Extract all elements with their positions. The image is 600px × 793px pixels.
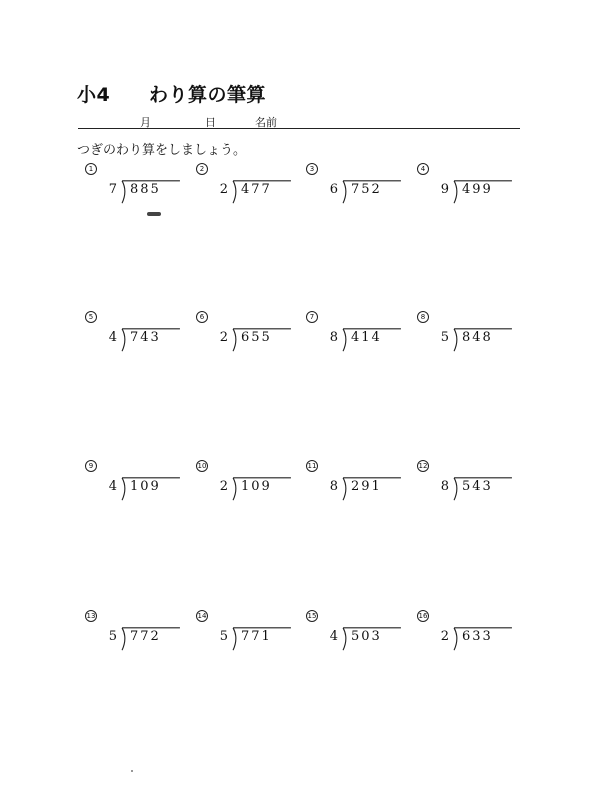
divisor: 2 — [440, 629, 449, 644]
division-problem-6 — [196, 311, 296, 361]
dividend: 503 — [351, 629, 382, 644]
day-label: 日 — [205, 116, 216, 129]
problem-number: 1 — [85, 163, 97, 175]
dividend: 885 — [130, 182, 161, 197]
division-problem-13 — [85, 610, 185, 660]
dividend: 414 — [351, 330, 382, 345]
instruction-text: つぎのわり算をしましょう。 — [77, 143, 247, 158]
divisor: 8 — [329, 330, 338, 345]
problem-number: 5 — [85, 311, 97, 323]
divisor: 2 — [219, 182, 228, 197]
division-problem-11 — [306, 460, 406, 510]
divisor: 8 — [440, 479, 449, 494]
dividend: 771 — [241, 629, 272, 644]
divisor: 5 — [108, 629, 117, 644]
division-problem-16 — [417, 610, 517, 660]
dividend: 109 — [130, 479, 161, 494]
ink-smudge — [147, 212, 161, 216]
dividend: 848 — [462, 330, 493, 345]
dividend: 543 — [462, 479, 493, 494]
problem-number: 13 — [86, 612, 96, 620]
name-label: 名前 — [255, 116, 277, 129]
divisor: 2 — [219, 330, 228, 345]
problem-number: 6 — [196, 311, 208, 323]
division-problem-5 — [85, 311, 185, 361]
dividend: 772 — [130, 629, 161, 644]
divisor: 8 — [329, 479, 338, 494]
division-problem-3 — [306, 163, 406, 213]
divisor: 7 — [108, 182, 117, 197]
month-label: 月 — [140, 116, 151, 129]
division-problem-4 — [417, 163, 517, 213]
grade-label: 小4 — [77, 84, 111, 106]
problem-number: 9 — [85, 460, 97, 472]
problem-number: 15 — [307, 612, 317, 620]
dividend: 655 — [241, 330, 272, 345]
problem-number: 10 — [197, 462, 207, 470]
problem-number: 14 — [197, 612, 207, 620]
divisor: 2 — [219, 479, 228, 494]
title-text: わり算の筆算 — [149, 84, 267, 106]
division-problem-2 — [196, 163, 296, 213]
problem-number: 2 — [196, 163, 208, 175]
division-problem-10 — [196, 460, 296, 510]
divisor: 4 — [329, 629, 338, 644]
divisor: 5 — [219, 629, 228, 644]
problem-number: 4 — [417, 163, 429, 175]
divisor: 4 — [108, 479, 117, 494]
problem-number: 7 — [306, 311, 318, 323]
ink-speck — [131, 770, 133, 772]
dividend: 633 — [462, 629, 493, 644]
dividend: 743 — [130, 330, 161, 345]
division-problem-15 — [306, 610, 406, 660]
division-problem-14 — [196, 610, 296, 660]
problem-number: 12 — [418, 462, 428, 470]
problem-number: 8 — [417, 311, 429, 323]
worksheet-title — [77, 80, 266, 107]
problem-number: 11 — [307, 462, 317, 470]
dividend: 291 — [351, 479, 382, 494]
division-problem-12 — [417, 460, 517, 510]
problem-number: 3 — [306, 163, 318, 175]
dividend: 752 — [351, 182, 382, 197]
name-date-line — [78, 114, 520, 129]
division-problem-8 — [417, 311, 517, 361]
division-problem-9 — [85, 460, 185, 510]
dividend: 109 — [241, 479, 272, 494]
division-problem-7 — [306, 311, 406, 361]
divisor: 6 — [329, 182, 338, 197]
problem-number: 16 — [418, 612, 428, 620]
division-problem-1 — [85, 163, 185, 213]
dividend: 499 — [462, 182, 493, 197]
divisor: 5 — [440, 330, 449, 345]
divisor: 9 — [440, 182, 449, 197]
dividend: 477 — [241, 182, 272, 197]
divisor: 4 — [108, 330, 117, 345]
